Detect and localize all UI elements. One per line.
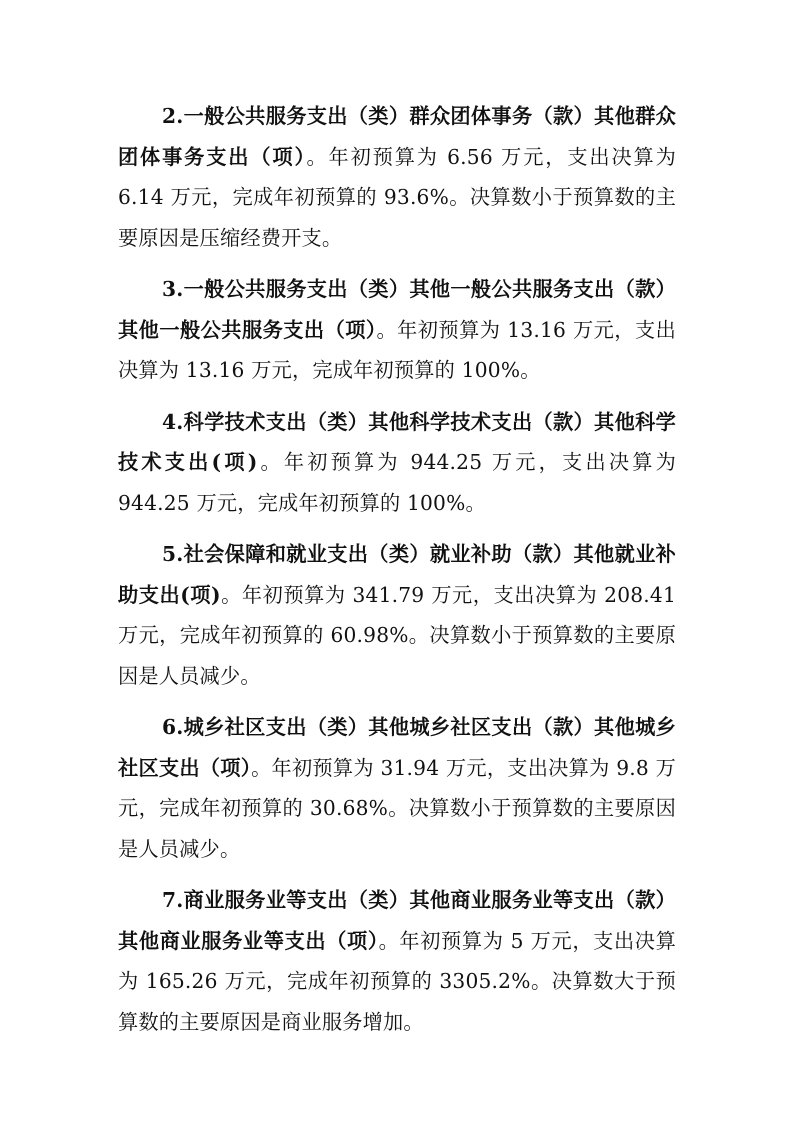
- paragraph-body: 。年初预算为 944.25 万元，支出决算为 944.25 万元，完成年初预算的 100%。: [118, 450, 677, 515]
- paragraph-body: 。年初预算为 6.56 万元，支出决算为 6.14 万元，完成年初预算的 93.6%。决算数小于预算数的主要原因是压缩经费开支。: [118, 144, 676, 250]
- paragraph-body: 。年初预算为 5 万元，支出决算为 165.26 万元，完成年初预算的 3305.2%。决算数大于预算数的主要原因是商业服务增加。: [118, 928, 676, 1034]
- document-page: [118, 96, 676, 1053]
- paragraph-heading: 5.社会保障和就业支出（类）就业补助（款）其他就业补助支出(项): [118, 542, 676, 607]
- paragraph-heading: 3.一般公共服务支出（类）其他一般公共服务支出（款）其他一般公共服务支出（项）: [118, 277, 676, 342]
- paragraph-item-2: [118, 96, 676, 258]
- paragraph-item-4: [118, 402, 676, 524]
- paragraph-item-7: [118, 880, 676, 1042]
- paragraph-body: 。年初预算为 13.16 万元，支出决算为 13.16 万元，完成年初预算的 100%。: [118, 317, 676, 382]
- paragraph-heading: 4.科学技术支出（类）其他科学技术支出（款）其他科学技术支出(项): [118, 409, 676, 474]
- paragraph-item-5: [118, 534, 676, 696]
- paragraph-heading: 6.城乡社区支出（类）其他城乡社区支出（款）其他城乡社区支出（项）: [118, 715, 676, 780]
- paragraph-item-6: [118, 707, 676, 869]
- paragraph-item-3: [118, 269, 676, 391]
- paragraph-body: 。年初预算为 341.79 万元，支出决算为 208.41 万元，完成年初预算的 60.98%。决算数小于预算数的主要原因是人员减少。: [118, 582, 676, 688]
- paragraph-body: 。年初预算为 31.94 万元，支出决算为 9.8 万元，完成年初预算的 30.68%。决算数小于预算数的主要原因是人员减少。: [118, 755, 676, 861]
- paragraph-heading: 7.商业服务业等支出（类）其他商业服务业等支出（款）其他商业服务业等支出（项）: [118, 888, 676, 953]
- paragraph-heading: 2.一般公共服务支出（类）群众团体事务（款）其他群众团体事务支出（项）: [118, 104, 676, 169]
